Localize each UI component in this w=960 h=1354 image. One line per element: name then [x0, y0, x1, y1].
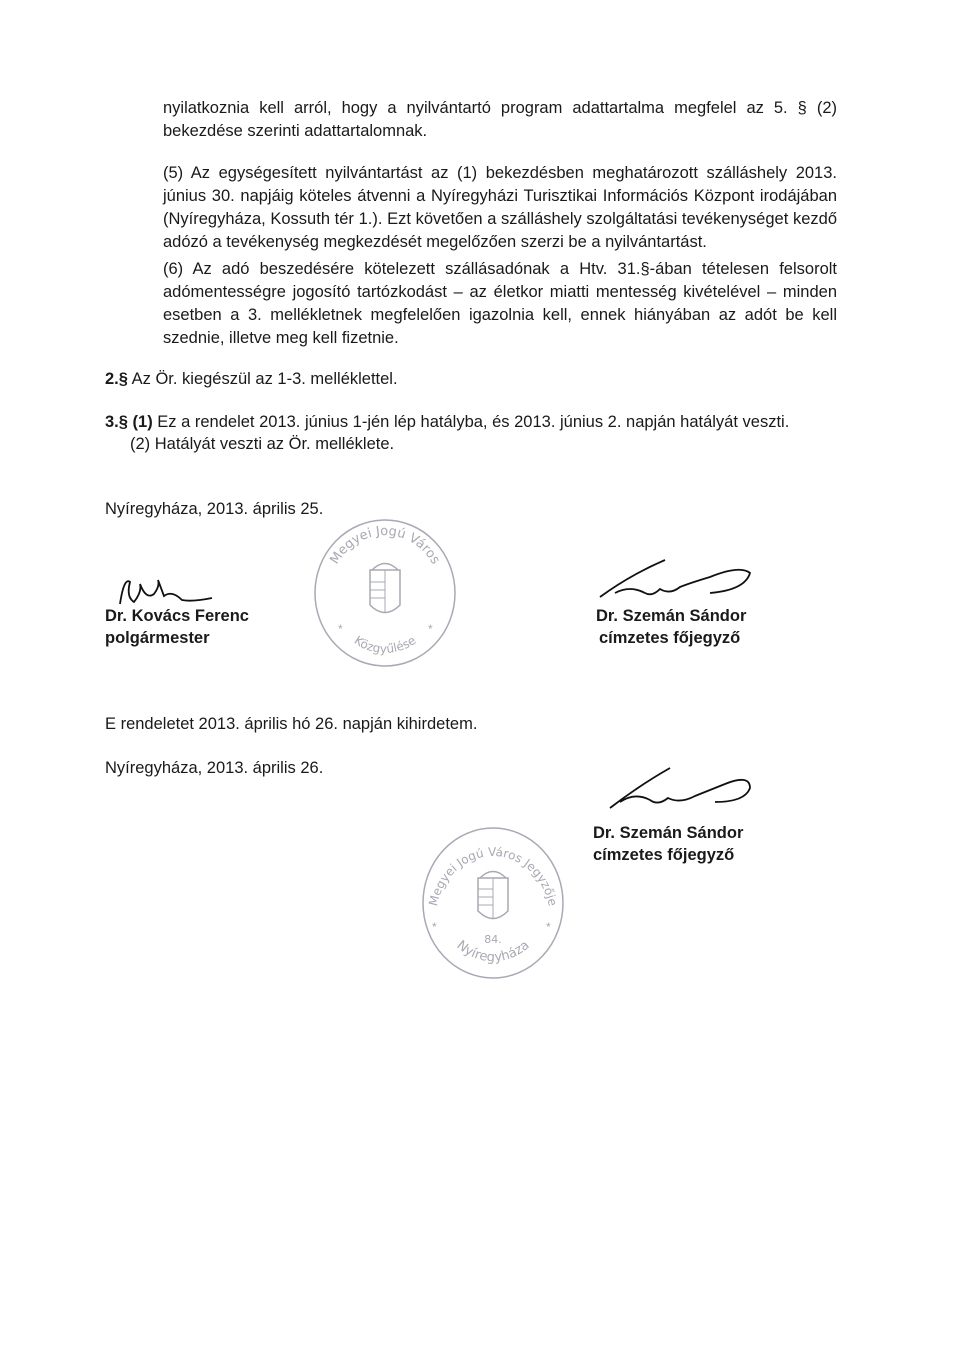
paragraph-5: (5) Az egységesített nyilvántartást az (1) bekezdésben meghatározott szálláshely 2013. június 30. napjáig köteles átvenni a Nyíregyházi Turisztikai Információs Központ irodájában (Nyíregyháza, Kossuth tér 1.). Ezt követően a szálláshely szolgáltatási tevékenységet kezdő adózó a tevékenység megkezdését megelőzően szerzi be a nyilvántartást.	[163, 164, 837, 251]
svg-text:Közgyűlése	[352, 633, 419, 656]
signer-right-name: Dr. Szemán Sándor	[596, 607, 747, 625]
stamp-1-bottom-text: Közgyűlése	[351, 633, 419, 656]
star-icon: *	[338, 622, 343, 636]
promulgation-text: E rendeletet 2013. április hó 26. napján kihirdetem.	[105, 715, 478, 733]
section-3-sub1-number: (1)	[132, 413, 153, 431]
signer-left-title: polgármester	[105, 629, 210, 647]
coat-of-arms-icon	[478, 872, 508, 920]
section-2-number: 2.§	[105, 370, 128, 388]
stamp-1-top-text: Megyei Jogú Város	[327, 523, 443, 568]
section-2-text: Az Ör. kiegészül az 1-3. melléklettel.	[127, 370, 398, 388]
paragraph-6: (6) Az adó beszedésére kötelezett szállásadónak a Htv. 31.§-ában tételesen felsorolt adómentességre jogosító tartózkodást – az életkor miatti mentesség kivételével – minden esetben a 3. mellékletnek megfelelően igazolnia kell, ennek hiányában az adót be kell szednie, illetve meg kell fizetnie.	[163, 260, 837, 347]
stamp-jegyzo	[418, 823, 568, 983]
stamp-2-bottom-text: Nyíregyháza	[453, 937, 533, 966]
star-icon: *	[428, 622, 433, 636]
place-date-2: Nyíregyháza, 2013. április 26.	[105, 759, 324, 777]
signer-left-name: Dr. Kovács Ferenc	[105, 607, 249, 625]
section-3-sub1-text: Ez a rendelet 2013. június 1-jén lép hatályba, és 2013. június 2. napján hatályát veszti.	[152, 413, 790, 431]
signer-bottom-title: címzetes főjegyző	[593, 846, 735, 864]
star-icon: *	[432, 920, 437, 934]
signature-bottom	[600, 760, 760, 815]
place-date-1: Nyíregyháza, 2013. április 25.	[105, 500, 324, 518]
signer-right-title: címzetes főjegyző	[599, 629, 741, 647]
stamp-2-number: 84.	[484, 933, 502, 946]
svg-text:Megyei Jogú Város	[327, 524, 442, 567]
stamp-kozgyules	[310, 515, 460, 670]
section-3-sub2: (2) Hatályát veszti az Ör. melléklete.	[130, 435, 395, 453]
section-3	[105, 411, 789, 434]
coat-of-arms-icon	[370, 564, 400, 614]
stamp-2-top-text: Megyei Jogú Város Jegyzője	[426, 844, 560, 908]
section-3-number: 3.§	[105, 413, 128, 431]
paragraph-continuation: nyilatkoznia kell arról, hogy a nyilvántartó program adattartalma megfelel az 5. § (2) bekezdése szerinti adattartalomnak.	[163, 99, 837, 140]
signature-right	[590, 555, 760, 605]
section-2	[105, 368, 398, 391]
star-icon: *	[546, 920, 551, 934]
signer-bottom-name: Dr. Szemán Sándor	[593, 824, 744, 842]
